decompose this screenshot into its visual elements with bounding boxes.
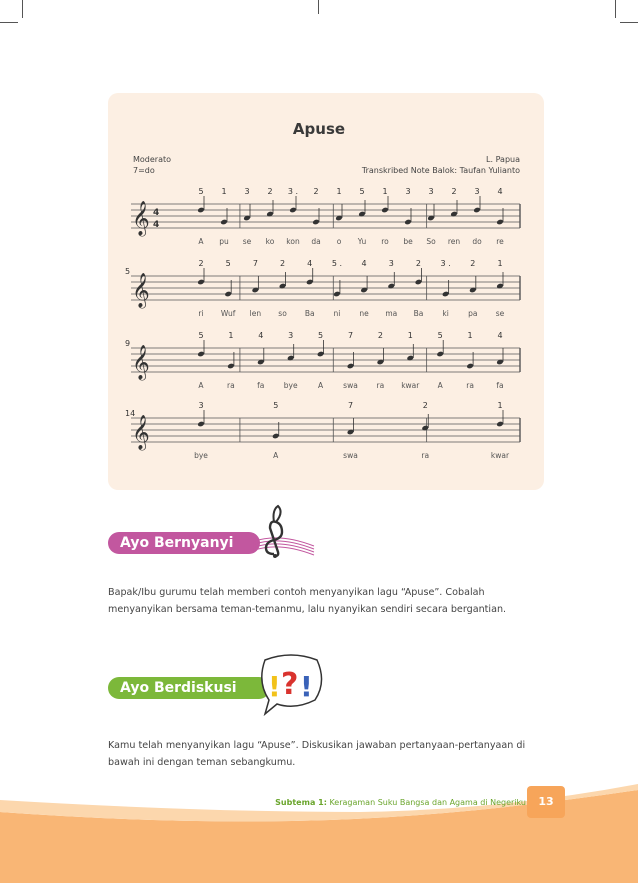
lyric-syllable: Ba [304,309,315,318]
number-notation: 2 [279,259,286,268]
number-notation: 4 [497,331,503,340]
discuss-heading: Ayo Berdiskusi [120,680,237,696]
treble-clef: 𝄞 [132,201,150,236]
number-notation: 1 [228,331,234,340]
number-notation: 2 [415,259,422,268]
subtema-label: Subtema 1: [275,798,327,807]
number-notation: 1 [336,187,342,196]
lyric-syllable: A [318,381,324,390]
lyric-syllable: ni [333,309,341,318]
number-notation: 2 [422,401,428,410]
number-notation: 1 [407,331,413,340]
number-notation: 3 [405,187,411,196]
lyric-syllable: swa [343,451,358,460]
lyric-syllable: ro [381,237,389,246]
lyric-syllable: fa [257,381,265,390]
song-title: Apuse [292,120,346,138]
lyric-syllable: ren [447,237,461,246]
lyric-syllable: ko [265,237,275,246]
page-number: 13 [527,786,565,818]
time-signature: 4 [153,220,160,230]
lyric-syllable: A [198,237,204,246]
transcriber: Transkribed Note Balok: Taufan Yulianto [361,166,520,175]
number-notation: 7 [347,331,354,340]
number-notation: 2 [377,331,383,340]
number-notation: 2 [313,187,319,196]
number-notation: 4 [307,259,313,268]
key-signature-text: 7=do [133,166,155,175]
lyric-syllable: A [437,381,443,390]
number-notation: 4 [497,187,503,196]
lyric-syllable: be [403,237,413,246]
number-notation: 3 . [287,187,299,196]
lyric-syllable: ri [198,309,204,318]
lyric-syllable: kwar [401,381,420,390]
lyric-syllable: swa [343,381,358,390]
number-notation: 3 [288,331,294,340]
discuss-paragraph: Kamu telah menyanyikan lagu “Apuse”. Diskusikan jawaban pertanyaan-pertanyaan di bawah ini dengan teman sebangkumu. [108,740,526,768]
svg-text:?: ? [281,667,299,702]
lyric-syllable: So [426,237,436,246]
number-notation: 4 [258,331,264,340]
treble-clef: 𝄞 [132,273,150,308]
svg-text:!: ! [300,670,313,703]
tempo-marking: Moderato [133,155,172,164]
measure-number: 5 [125,267,131,276]
lyric-syllable: pu [219,237,229,246]
treble-clef: 𝄞 [132,415,150,450]
lyric-syllable: do [472,237,482,246]
lyric-syllable: Wuf [220,309,236,318]
number-notation: 3 [244,187,250,196]
lyric-syllable: o [336,237,342,246]
lyric-syllable: Yu [357,237,367,246]
sing-heading: Ayo Bernyanyi [120,535,234,551]
lyric-syllable: ne [359,309,369,318]
lyric-syllable: A [273,451,279,460]
lyric-syllable: Ba [413,309,424,318]
lyric-syllable: so [278,309,287,318]
number-notation: 2 [451,187,457,196]
number-notation: 3 [474,187,480,196]
lyric-syllable: da [311,237,321,246]
number-notation: 1 [221,187,227,196]
svg-text:!: ! [268,670,281,703]
number-notation: 1 [382,187,388,196]
number-notation: 5 [225,259,231,268]
lyric-syllable: ra [376,381,385,390]
number-notation: 5 [198,187,204,196]
number-notation: 7 [347,401,354,410]
lyric-syllable: ma [385,309,398,318]
number-notation: 2 [198,259,204,268]
number-notation: 5 [273,401,279,410]
subtema-text: Keragaman Suku Bangsa dan Agama di Negeriku [329,798,526,807]
treble-clef: 𝄞 [132,345,150,380]
number-notation: 5 [198,331,204,340]
lyric-syllable: kon [286,237,300,246]
lyric-syllable: re [496,237,504,246]
time-signature: 4 [153,208,160,218]
number-notation: 2 [267,187,273,196]
lyric-syllable: ra [421,451,430,460]
number-notation: 1 [497,259,503,268]
lyric-syllable: bye [283,381,298,390]
number-notation: 5 [359,187,365,196]
lyric-syllable: kwar [490,451,510,460]
lyric-syllable: ra [466,381,474,390]
lyric-syllable: se [242,237,252,246]
measure-number: 9 [125,339,131,348]
number-notation: 3 . [440,259,451,268]
lyric-syllable: bye [194,451,208,460]
number-notation: 1 [497,401,503,410]
number-notation: 5 [437,331,443,340]
number-notation: 4 [361,259,367,268]
measure-number: 14 [125,409,136,418]
number-notation: 5 . [331,259,343,268]
lyric-syllable: ki [442,309,449,318]
footer-subtema [200,798,526,807]
lyric-syllable: len [249,309,262,318]
number-notation: 7 [252,259,258,268]
lyric-syllable: A [198,381,204,390]
number-notation: 3 [198,401,204,410]
sing-paragraph: Bapak/Ibu gurumu telah memberi contoh menyanyikan lagu “Apuse”. Cobalah menyanyikan bersama teman-temanmu, lalu nyanyikan sendiri secara bergantian. [108,587,507,615]
number-notation: 3 [428,187,434,196]
composer: L. Papua [486,155,520,164]
lyric-syllable: se [495,309,505,318]
number-notation: 1 [467,331,473,340]
lyric-syllable: fa [496,381,504,390]
number-notation: 5 [318,331,324,340]
number-notation: 2 [470,259,476,268]
lyric-syllable: ra [227,381,235,390]
number-notation: 3 [388,259,394,268]
lyric-syllable: pa [468,309,478,318]
